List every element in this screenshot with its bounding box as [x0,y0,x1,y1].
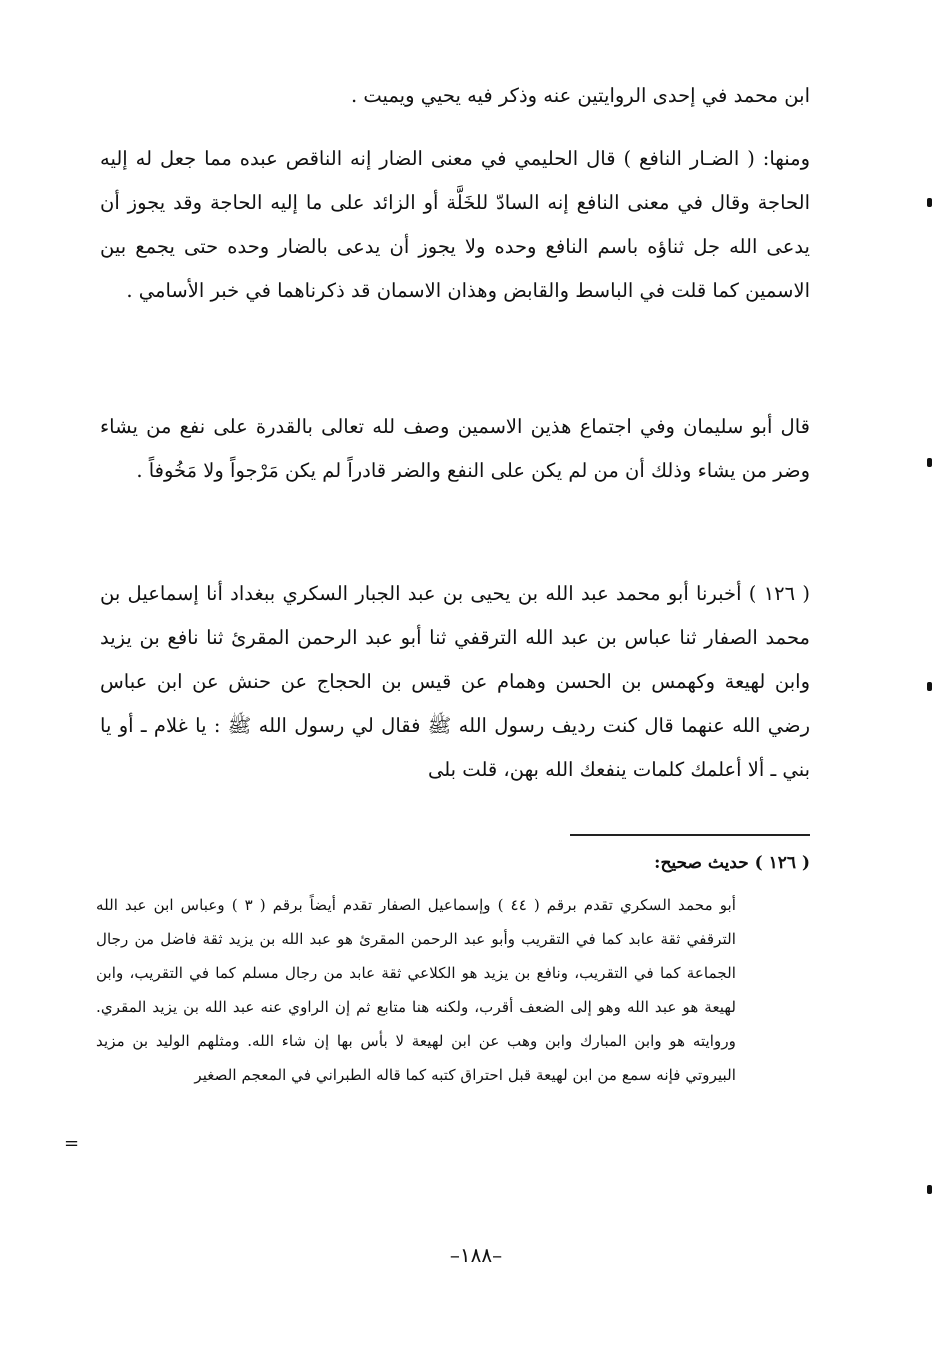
paragraph-3: قال أبو سليمان وفي اجتماع هذين الاسمين وصف لله تعالى بالقدرة على نفع من يشاء وضر من يشاء وذلك أن من لم يكن على النفع والضر قادراً لم يكن مَرْجواً ولا مَخُوفاً . [100,415,810,482]
footnote-title: ( ١٢٦ ) حديث صحيح: [654,853,810,873]
margin-mark [927,1185,932,1194]
margin-mark [927,198,932,207]
footnote-text: أبو محمد السكري تقدم برقم ( ٤٤ ) وإسماعيل الصفار تقدم أيضاً برقم ( ٣ ) وعباس ابن عبد الله الترقفي ثقة عابد كما في التقريب وأبو عبد الرحمن المقرئ هو عبد الله بن يزيد ثقة فاضل من رجال الجماعة كما في التقريب، ونافع بن يزيد هو الكلاعي ثقة عابد من رجال مسلم كما في التقريب، وابن لهيعة هو عبد الله وهو إلى الضعف أقرب، ولكنه هنا متابع ثم إن الراوي عنه عبد الله بن يزيد المقري. وروايته هو وابن المبارك وابن وهب عن ابن لهيعة لا بأس بها إن شاء الله. ومثلهم الوليد بن مزيد البيروتي فإنه سمع من ابن لهيعة قبل احتراق كتبه كما قاله الطبراني في المعجم الصغير [96,896,736,1084]
paragraph-4: ( ١٢٦ ) أخبرنا أبو محمد عبد الله بن يحيى بن عبد الجبار السكري ببغداد أنا إسماعيل بن محمد الصفار ثنا عباس بن عبد الله الترقفي ثنا أبو عبد الرحمن المقرئ ثنا نافع بن يزيد وابن لهيعة وكهمس بن الحسن وهمام عن قيس بن الحجاج عن حنش عن ابن عباس رضي الله عنهما قال كنت رديف رسول الله ﷺ فقال لي رسول الله ﷺ : يا غلام ـ أو يا بني ـ ألا أعلمك كلمات ينفعك الله بهن، قلت بلى [100,582,811,781]
page-number: –١٨٨– [449,1243,503,1267]
paragraph-1: ابن محمد في إحدى الروايتين عنه وذكر فيه يحيي ويميت . [350,84,810,107]
footnote-divider [570,834,810,836]
paragraph-2: ومنها: ( الضـار النافع ) قال الحليمي في معنى الضار إنه الناقص عبده مما جعل له إليه الحاجة وقال في معنى النافع إنه السادّ للخَلَّة أو الزائد على ما إليه الحاجة وقد يجوز أن يدعى الله جل ثناؤه باسم النافع وحده ولا يجوز أن يدعى بالضار وحده حتى يجمع بين الاسمين كما قلت في الباسط والقابض وهذان الاسمان قد ذكرناهما في خبر الأسامي . [100,147,810,302]
margin-mark [927,458,932,467]
margin-mark [927,682,932,691]
footnote-continuation-mark: = [64,1133,80,1154]
